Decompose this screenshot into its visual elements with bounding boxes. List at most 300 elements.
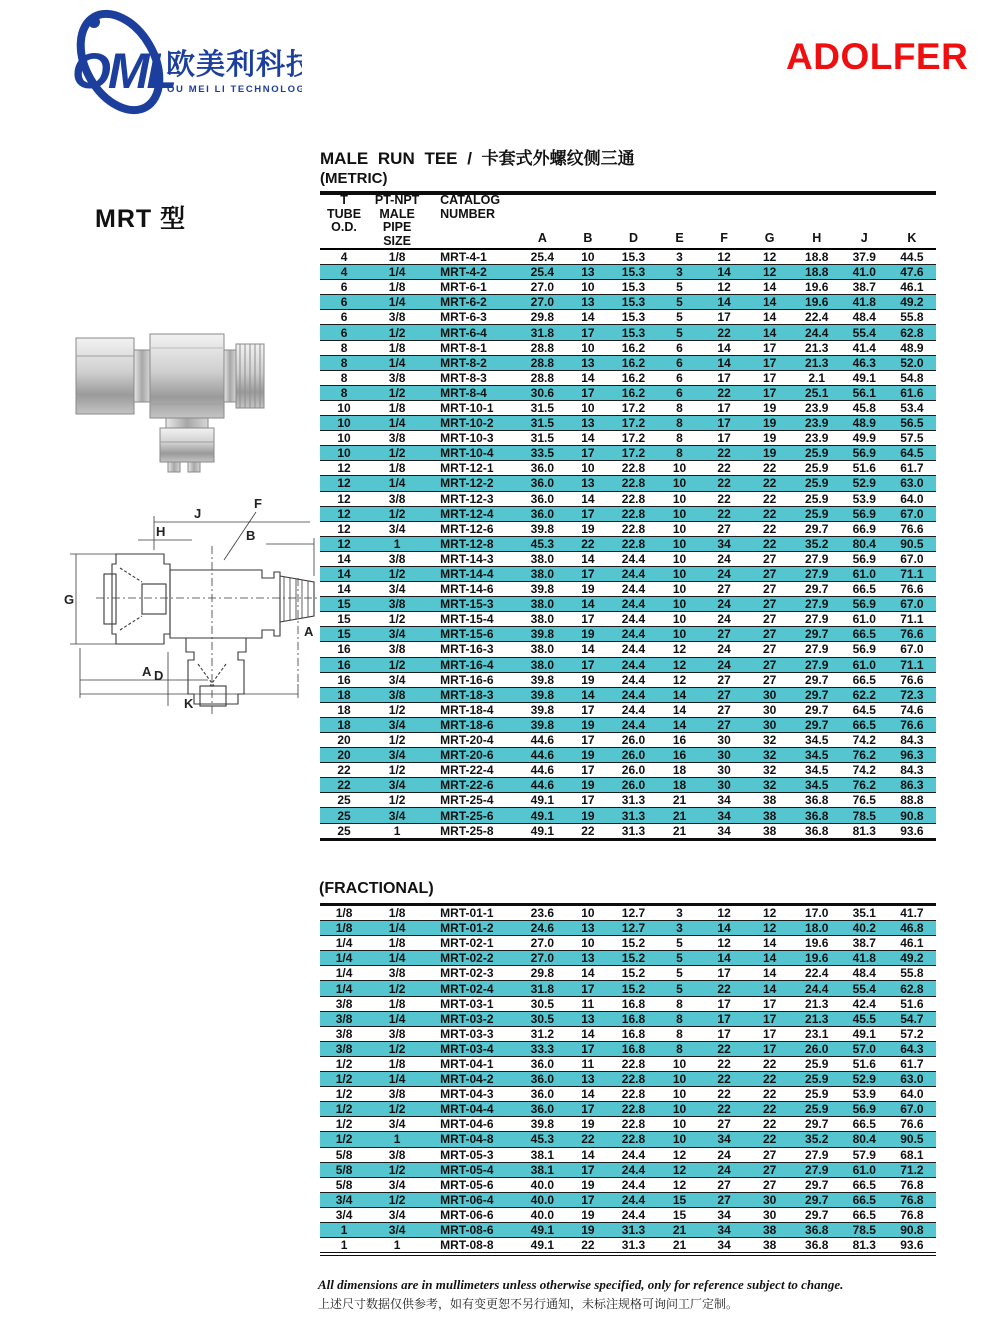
table-cell: 10 — [566, 461, 609, 476]
col-header-catalog: CATALOG NUMBER — [426, 194, 518, 249]
table-cell: 17 — [702, 1011, 747, 1026]
table-cell: 18 — [320, 687, 368, 702]
table-cell: 40.0 — [518, 1192, 566, 1207]
table-cell: 29.7 — [793, 1177, 841, 1192]
table-cell: 38.0 — [518, 657, 566, 672]
table-cell: 30.6 — [518, 385, 566, 400]
table-cell: 10 — [657, 551, 701, 566]
page-title: MALE RUN TEE / 卡套式外螺纹侧三通 — [320, 149, 635, 168]
metric-table — [320, 194, 936, 841]
table-cell: 48.9 — [888, 340, 936, 355]
table-cell: 30 — [747, 1207, 793, 1222]
table-cell: 1/8 — [368, 1056, 426, 1071]
table-cell: 1/8 — [320, 905, 368, 921]
table-cell: 27 — [702, 702, 747, 717]
table-cell: 15 — [657, 1192, 701, 1207]
table-cell: 68.1 — [888, 1147, 936, 1162]
table-cell: 17 — [566, 325, 609, 340]
table-cell: 10 — [657, 566, 701, 581]
table-cell: 54.7 — [888, 1011, 936, 1026]
table-cell: MRT-10-3 — [426, 431, 518, 446]
table-cell: 27.9 — [793, 1147, 841, 1162]
table-cell: 3/4 — [368, 627, 426, 642]
table-cell: 25.9 — [793, 461, 841, 476]
table-cell: 17 — [566, 566, 609, 581]
footnote-english: All dimensions are in mullimeters unless otherwise specified, only for reference subject to change. — [318, 1277, 844, 1292]
table-cell: 15.2 — [609, 981, 657, 996]
table-cell: 22 — [747, 1087, 793, 1102]
col-header-pipe-size: PT-NPT MALE PIPE SIZE — [368, 194, 426, 249]
table-cell: 14 — [566, 431, 609, 446]
table-cell: 76.6 — [888, 627, 936, 642]
table-cell: 40.2 — [841, 921, 888, 936]
table-row — [320, 717, 936, 732]
table-cell: 1/2 — [368, 793, 426, 808]
table-cell: 22 — [702, 491, 747, 506]
dimension-drawing — [58, 488, 324, 720]
table-row — [320, 1238, 936, 1255]
table-row — [320, 657, 936, 672]
table-cell: 3/8 — [368, 370, 426, 385]
logo-monogram: OML — [72, 43, 175, 99]
table-cell: 17 — [702, 996, 747, 1011]
table-cell: 38.7 — [841, 280, 888, 295]
table-cell: MRT-12-3 — [426, 491, 518, 506]
table-cell: 16 — [320, 642, 368, 657]
table-cell: 10 — [566, 905, 609, 921]
table-cell: 78.5 — [841, 1222, 888, 1237]
table-cell: 46.1 — [888, 280, 936, 295]
table-cell: 24.4 — [609, 1177, 657, 1192]
table-cell: MRT-15-4 — [426, 612, 518, 627]
table-cell: 27 — [747, 1162, 793, 1177]
table-cell: 34 — [702, 1207, 747, 1222]
table-cell: 56.9 — [841, 551, 888, 566]
table-cell: 44.6 — [518, 778, 566, 793]
table-cell: 14 — [702, 340, 747, 355]
table-cell: 64.0 — [888, 1087, 936, 1102]
table-cell: 8 — [320, 385, 368, 400]
table-cell: 44.6 — [518, 763, 566, 778]
table-cell: 17 — [702, 431, 747, 446]
table-cell: 22 — [566, 536, 609, 551]
table-cell: 24.4 — [609, 1192, 657, 1207]
table-cell: 6 — [320, 310, 368, 325]
table-cell: 25 — [320, 808, 368, 823]
table-row — [320, 521, 936, 536]
table-row — [320, 370, 936, 385]
table-cell: 26.0 — [609, 763, 657, 778]
table-cell: 24.4 — [609, 551, 657, 566]
table-cell: 54.8 — [888, 370, 936, 385]
table-cell: 25.9 — [793, 506, 841, 521]
table-cell: 32 — [747, 748, 793, 763]
table-cell: 66.5 — [841, 1117, 888, 1132]
logo-name-cn: 欧美利科技 — [166, 49, 302, 81]
table-cell: 53.4 — [888, 400, 936, 415]
table-cell: 76.8 — [888, 1177, 936, 1192]
table-cell: 14 — [566, 1026, 609, 1041]
table-cell: 25.9 — [793, 446, 841, 461]
table-cell: 37.9 — [841, 249, 888, 265]
table-cell: 1/2 — [320, 1072, 368, 1087]
table-cell: 27.0 — [518, 936, 566, 951]
table-cell: 46.1 — [888, 936, 936, 951]
table-cell: 22 — [702, 981, 747, 996]
table-cell: 27 — [747, 582, 793, 597]
table-cell: 22 — [702, 1041, 747, 1056]
table-cell: 38 — [747, 1238, 793, 1255]
table-cell: 76.6 — [888, 672, 936, 687]
table-cell: 22.8 — [609, 1056, 657, 1071]
table-cell: 67.0 — [888, 551, 936, 566]
table-cell: 24.4 — [609, 627, 657, 642]
table-cell: 27 — [702, 1192, 747, 1207]
table-cell: 88.8 — [888, 793, 936, 808]
table-cell: 1/2 — [368, 763, 426, 778]
table-cell: 27 — [702, 1117, 747, 1132]
table-cell: 8 — [657, 996, 701, 1011]
table-cell: 12 — [702, 280, 747, 295]
table-cell: MRT-16-6 — [426, 672, 518, 687]
table-cell: MRT-25-4 — [426, 793, 518, 808]
table-cell: 32 — [747, 778, 793, 793]
col-header-j: J — [841, 194, 888, 249]
table-cell: 31.5 — [518, 431, 566, 446]
table-cell: 22 — [747, 1072, 793, 1087]
table-cell: 10 — [566, 249, 609, 265]
dim-label-h: H — [156, 524, 166, 539]
table-cell: 14 — [566, 370, 609, 385]
table-cell: 25.9 — [793, 1087, 841, 1102]
table-cell: 64.3 — [888, 1041, 936, 1056]
table-cell: 36.8 — [793, 1238, 841, 1255]
table-cell: MRT-18-6 — [426, 717, 518, 732]
table-cell: 66.9 — [841, 521, 888, 536]
table-cell: 22 — [702, 446, 747, 461]
table-cell: 22 — [566, 1238, 609, 1255]
table-cell: MRT-04-4 — [426, 1102, 518, 1117]
table-cell: MRT-01-2 — [426, 921, 518, 936]
fractional-table — [320, 903, 936, 1256]
table-cell: 34 — [702, 823, 747, 839]
table-cell: 66.5 — [841, 1207, 888, 1222]
table-cell: MRT-6-3 — [426, 310, 518, 325]
table-cell: 17 — [702, 310, 747, 325]
table-cell: 8 — [657, 431, 701, 446]
table-cell: 34.5 — [793, 748, 841, 763]
table-row — [320, 446, 936, 461]
table-row — [320, 1162, 936, 1177]
table-cell: 52.0 — [888, 355, 936, 370]
table-cell: 1/4 — [368, 476, 426, 491]
table-cell: 8 — [320, 370, 368, 385]
table-cell: 23.6 — [518, 905, 566, 921]
table-cell: 1/8 — [368, 905, 426, 921]
table-cell: 55.4 — [841, 325, 888, 340]
table-row — [320, 355, 936, 370]
table-cell: 1/2 — [320, 1132, 368, 1147]
table-cell: 35.2 — [793, 1132, 841, 1147]
table-cell: MRT-05-3 — [426, 1147, 518, 1162]
table-cell: 14 — [702, 951, 747, 966]
table-cell: 24.4 — [609, 687, 657, 702]
table-cell: 10 — [566, 936, 609, 951]
table-cell: 19.6 — [793, 951, 841, 966]
table-cell: 45.8 — [841, 400, 888, 415]
table-cell: 22 — [702, 1087, 747, 1102]
table-cell: 49.1 — [518, 823, 566, 839]
table-cell: 3/4 — [368, 1222, 426, 1237]
table-cell: 49.1 — [518, 1238, 566, 1255]
table-cell: 76.5 — [841, 793, 888, 808]
table-cell: 36.8 — [793, 823, 841, 839]
table-cell: 61.0 — [841, 1162, 888, 1177]
table-cell: 22 — [320, 763, 368, 778]
table-cell: 27 — [747, 1147, 793, 1162]
table-cell: 27 — [747, 642, 793, 657]
table-cell: 1/8 — [368, 340, 426, 355]
table-cell: 19.6 — [793, 280, 841, 295]
table-cell: 86.3 — [888, 778, 936, 793]
fractional-subtitle: (FRACTIONAL) — [319, 880, 434, 897]
table-cell: 12.7 — [609, 905, 657, 921]
table-cell: 36.0 — [518, 506, 566, 521]
table-cell: 81.3 — [841, 823, 888, 839]
table-cell: 27 — [747, 657, 793, 672]
table-row — [320, 416, 936, 431]
table-cell: 12 — [320, 536, 368, 551]
table-cell: 66.5 — [841, 717, 888, 732]
table-cell: 40.0 — [518, 1177, 566, 1192]
table-cell: 16.2 — [609, 370, 657, 385]
table-cell: MRT-12-2 — [426, 476, 518, 491]
table-cell: 27 — [702, 582, 747, 597]
table-cell: 5/8 — [320, 1177, 368, 1192]
table-cell: 10 — [657, 1132, 701, 1147]
table-cell: 36.8 — [793, 793, 841, 808]
table-cell: 18.0 — [793, 921, 841, 936]
table-cell: 14 — [566, 687, 609, 702]
table-cell: MRT-18-3 — [426, 687, 518, 702]
table-row — [320, 280, 936, 295]
table-cell: 12 — [657, 1147, 701, 1162]
table-cell: 27.9 — [793, 551, 841, 566]
table-cell: 49.1 — [841, 1026, 888, 1041]
table-cell: 12 — [657, 642, 701, 657]
table-cell: 1/8 — [320, 921, 368, 936]
table-cell: 24.4 — [793, 981, 841, 996]
table-cell: 22 — [566, 1132, 609, 1147]
table-row — [320, 996, 936, 1011]
table-cell: MRT-03-3 — [426, 1026, 518, 1041]
table-cell: 22.8 — [609, 1087, 657, 1102]
table-cell: 21 — [657, 793, 701, 808]
table-cell: 61.0 — [841, 566, 888, 581]
table-cell: MRT-6-1 — [426, 280, 518, 295]
table-cell: MRT-03-2 — [426, 1011, 518, 1026]
table-cell: 17 — [747, 370, 793, 385]
table-cell: 17.2 — [609, 431, 657, 446]
table-cell: 15.3 — [609, 265, 657, 280]
table-cell: 66.5 — [841, 627, 888, 642]
table-cell: 22 — [702, 476, 747, 491]
table-cell: 24.4 — [609, 657, 657, 672]
table-cell: 67.0 — [888, 506, 936, 521]
table-cell: 24 — [702, 551, 747, 566]
table-cell: 38.0 — [518, 612, 566, 627]
table-cell: 74.2 — [841, 763, 888, 778]
table-cell: 36.0 — [518, 461, 566, 476]
table-cell: 76.2 — [841, 778, 888, 793]
table-cell: 23.1 — [793, 1026, 841, 1041]
table-cell: 10 — [566, 400, 609, 415]
table-cell: MRT-15-3 — [426, 597, 518, 612]
table-cell: 3/8 — [368, 1026, 426, 1041]
table-cell: 1 — [368, 1238, 426, 1255]
table-cell: 24.4 — [609, 582, 657, 597]
table-cell: 26.0 — [793, 1041, 841, 1056]
table-cell: 14 — [702, 921, 747, 936]
table-cell: 22 — [747, 536, 793, 551]
table-cell: 34 — [702, 1132, 747, 1147]
table-cell: 30.5 — [518, 1011, 566, 1026]
table-cell: 1/2 — [368, 733, 426, 748]
table-cell: 1/2 — [320, 1117, 368, 1132]
table-cell: 1/2 — [368, 1102, 426, 1117]
table-cell: MRT-14-3 — [426, 551, 518, 566]
table-cell: 29.7 — [793, 1207, 841, 1222]
table-cell: 31.3 — [609, 1238, 657, 1255]
table-cell: 5 — [657, 951, 701, 966]
table-cell: 17 — [566, 612, 609, 627]
table-cell: 63.0 — [888, 1072, 936, 1087]
table-cell: 36.0 — [518, 1102, 566, 1117]
table-cell: 5/8 — [320, 1162, 368, 1177]
table-cell: 14 — [747, 951, 793, 966]
table-cell: 3/4 — [368, 748, 426, 763]
table-cell: 29.8 — [518, 310, 566, 325]
table-cell: 1/2 — [368, 1162, 426, 1177]
table-cell: 12 — [657, 1177, 701, 1192]
table-cell: 72.3 — [888, 687, 936, 702]
table-cell: 27 — [747, 1177, 793, 1192]
table-cell: 14 — [320, 582, 368, 597]
table-cell: 44.6 — [518, 748, 566, 763]
table-cell: MRT-05-4 — [426, 1162, 518, 1177]
table-cell: 76.2 — [841, 748, 888, 763]
col-header-f: F — [702, 194, 747, 249]
table-cell: 17 — [747, 1026, 793, 1041]
table-cell: 27.9 — [793, 642, 841, 657]
table-cell: MRT-12-4 — [426, 506, 518, 521]
table-cell: 49.1 — [841, 370, 888, 385]
table-cell: 29.7 — [793, 1117, 841, 1132]
table-cell: 38.0 — [518, 566, 566, 581]
table-cell: 15 — [657, 1207, 701, 1222]
table-cell: 12 — [747, 265, 793, 280]
table-cell: 66.5 — [841, 1192, 888, 1207]
table-cell: 1/2 — [320, 1102, 368, 1117]
table-cell: 17 — [566, 1102, 609, 1117]
table-cell: 27 — [702, 521, 747, 536]
table-cell: 17 — [566, 506, 609, 521]
table-cell: 14 — [747, 280, 793, 295]
table-cell: 21 — [657, 823, 701, 839]
table-row — [320, 1041, 936, 1056]
table-cell: 1/2 — [320, 1056, 368, 1071]
table-cell: 6 — [320, 295, 368, 310]
table-cell: 10 — [657, 1102, 701, 1117]
table-cell: 19 — [566, 1177, 609, 1192]
table-cell: 19 — [566, 717, 609, 732]
table-cell: 30 — [702, 748, 747, 763]
table-cell: 28.8 — [518, 340, 566, 355]
table-cell: 10 — [320, 416, 368, 431]
table-cell: 61.6 — [888, 385, 936, 400]
table-cell: 17 — [747, 340, 793, 355]
table-cell: 61.0 — [841, 657, 888, 672]
table-cell: 30 — [747, 702, 793, 717]
table-cell: 46.8 — [888, 921, 936, 936]
table-cell: 1/2 — [368, 325, 426, 340]
table-row — [320, 1177, 936, 1192]
table-cell: 22.8 — [609, 476, 657, 491]
table-cell: 3/4 — [368, 1117, 426, 1132]
metric-subtitle: (METRIC) — [320, 170, 388, 187]
table-cell: 39.8 — [518, 582, 566, 597]
table-cell: 19.6 — [793, 936, 841, 951]
table-cell: 14 — [747, 981, 793, 996]
table-row — [320, 951, 936, 966]
table-cell: 76.6 — [888, 521, 936, 536]
table-cell: MRT-08-6 — [426, 1222, 518, 1237]
table-cell: 26.0 — [609, 748, 657, 763]
table-cell: 13 — [566, 1072, 609, 1087]
table-cell: 17 — [566, 763, 609, 778]
table-cell: 22.8 — [609, 506, 657, 521]
table-cell: MRT-10-2 — [426, 416, 518, 431]
table-cell: 78.5 — [841, 808, 888, 823]
table-cell: 27 — [702, 672, 747, 687]
table-cell: 25.9 — [793, 1072, 841, 1087]
table-cell: MRT-8-3 — [426, 370, 518, 385]
table-cell: 13 — [566, 921, 609, 936]
table-cell: 26.0 — [609, 733, 657, 748]
table-cell: 66.5 — [841, 672, 888, 687]
table-cell: 24.4 — [609, 1207, 657, 1222]
table-cell: 1/4 — [368, 951, 426, 966]
table-cell: 10 — [657, 627, 701, 642]
table-cell: 90.5 — [888, 536, 936, 551]
col-header-e: E — [657, 194, 701, 249]
table-cell: MRT-8-1 — [426, 340, 518, 355]
table-cell: 21.3 — [793, 340, 841, 355]
table-cell: 57.0 — [841, 1041, 888, 1056]
table-cell: 17 — [747, 1011, 793, 1026]
table-cell: 21.3 — [793, 1011, 841, 1026]
table-cell: 14 — [702, 355, 747, 370]
table-cell: 14 — [702, 295, 747, 310]
table-cell: MRT-06-6 — [426, 1207, 518, 1222]
table-cell: 1/4 — [368, 355, 426, 370]
table-cell: 5 — [657, 295, 701, 310]
table-row — [320, 627, 936, 642]
table-cell: 14 — [320, 551, 368, 566]
table-cell: 17.2 — [609, 400, 657, 415]
table-cell: 25.4 — [518, 249, 566, 265]
table-cell: MRT-14-6 — [426, 582, 518, 597]
